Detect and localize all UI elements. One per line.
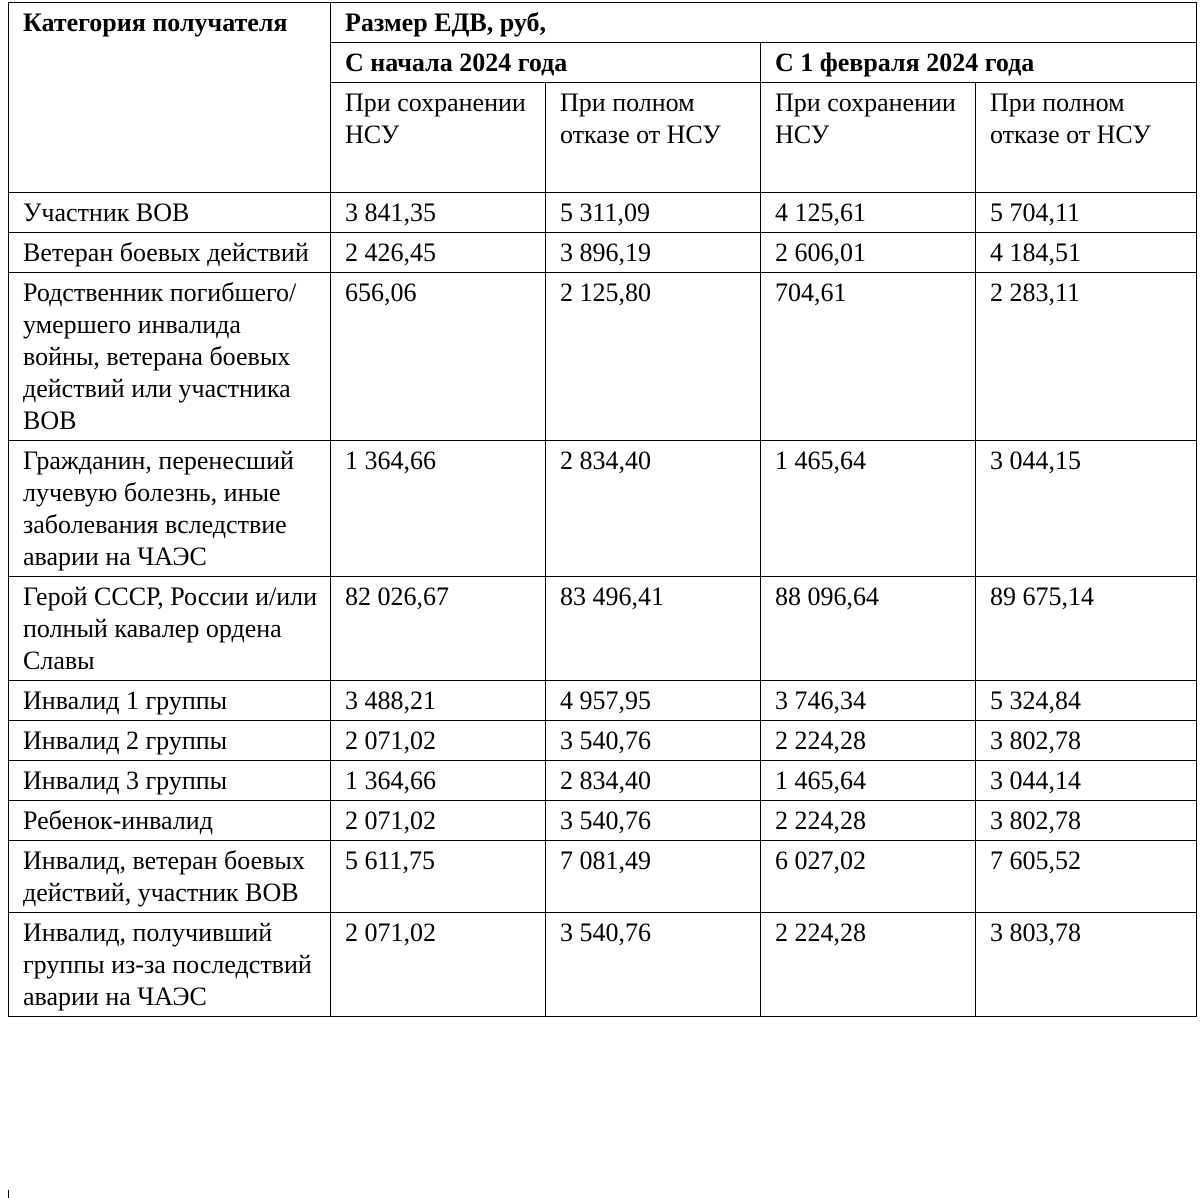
value-keep-feb: 2 224,28 <box>761 721 976 761</box>
row-category: Герой СССР, России и/или полный кавалер ордена Славы <box>9 577 331 681</box>
period-header-2: С 1 февраля 2024 года <box>761 43 1197 83</box>
value-keep-start: 5 611,75 <box>331 841 546 913</box>
value-refuse-start: 3 540,76 <box>546 913 761 1017</box>
page-edge-rule <box>8 1190 9 1198</box>
value-keep-start: 1 364,66 <box>331 761 546 801</box>
value-refuse-feb: 3 044,15 <box>976 441 1197 577</box>
value-refuse-start: 83 496,41 <box>546 577 761 681</box>
value-refuse-feb: 89 675,14 <box>976 577 1197 681</box>
category-header: Категория получателя <box>9 3 331 193</box>
value-keep-feb: 6 027,02 <box>761 841 976 913</box>
value-refuse-start: 3 896,19 <box>546 233 761 273</box>
value-keep-feb: 1 465,64 <box>761 761 976 801</box>
table-row <box>9 273 1197 441</box>
value-keep-feb: 3 746,34 <box>761 681 976 721</box>
value-refuse-start: 2 125,80 <box>546 273 761 441</box>
value-keep-feb: 1 465,64 <box>761 441 976 577</box>
table-row <box>9 193 1197 233</box>
table-row <box>9 577 1197 681</box>
table-row <box>9 721 1197 761</box>
value-refuse-feb: 5 704,11 <box>976 193 1197 233</box>
row-category: Инвалид, ветеран боевых действий, участник ВОВ <box>9 841 331 913</box>
value-keep-feb: 2 224,28 <box>761 913 976 1017</box>
value-refuse-feb: 4 184,51 <box>976 233 1197 273</box>
table-row <box>9 801 1197 841</box>
value-refuse-feb: 3 802,78 <box>976 721 1197 761</box>
value-refuse-start: 4 957,95 <box>546 681 761 721</box>
table-row <box>9 913 1197 1017</box>
value-refuse-feb: 3 803,78 <box>976 913 1197 1017</box>
table-row <box>9 681 1197 721</box>
value-refuse-start: 3 540,76 <box>546 721 761 761</box>
table-row <box>9 841 1197 913</box>
row-category: Инвалид 3 группы <box>9 761 331 801</box>
row-category: Инвалид 1 группы <box>9 681 331 721</box>
table-body <box>9 193 1197 1017</box>
edv-table <box>8 2 1197 1017</box>
header-row-1 <box>9 3 1197 43</box>
subheader-refuse-2: При полном отказе от НСУ <box>976 83 1197 193</box>
table-row <box>9 233 1197 273</box>
subheader-keep-1: При сохранении НСУ <box>331 83 546 193</box>
value-refuse-feb: 3 802,78 <box>976 801 1197 841</box>
value-refuse-start: 2 834,40 <box>546 761 761 801</box>
period-header-1: С начала 2024 года <box>331 43 761 83</box>
table-row <box>9 761 1197 801</box>
value-keep-start: 2 071,02 <box>331 913 546 1017</box>
value-keep-start: 2 071,02 <box>331 801 546 841</box>
value-keep-feb: 88 096,64 <box>761 577 976 681</box>
value-keep-start: 2 426,45 <box>331 233 546 273</box>
table-header <box>9 3 1197 193</box>
value-keep-start: 3 841,35 <box>331 193 546 233</box>
value-refuse-feb: 3 044,14 <box>976 761 1197 801</box>
value-refuse-start: 5 311,09 <box>546 193 761 233</box>
value-keep-start: 3 488,21 <box>331 681 546 721</box>
value-keep-feb: 2 606,01 <box>761 233 976 273</box>
row-category: Участник ВОВ <box>9 193 331 233</box>
table-row <box>9 441 1197 577</box>
value-refuse-feb: 2 283,11 <box>976 273 1197 441</box>
value-keep-start: 82 026,67 <box>331 577 546 681</box>
value-refuse-start: 3 540,76 <box>546 801 761 841</box>
row-category: Гражданин, перенесший лучевую болезнь, иные заболевания вследствие аварии на ЧАЭС <box>9 441 331 577</box>
row-category: Инвалид, получивший группы из-за последствий аварии на ЧАЭС <box>9 913 331 1017</box>
value-keep-start: 656,06 <box>331 273 546 441</box>
value-refuse-feb: 5 324,84 <box>976 681 1197 721</box>
value-keep-feb: 2 224,28 <box>761 801 976 841</box>
value-keep-feb: 4 125,61 <box>761 193 976 233</box>
row-category: Ребенок-инвалид <box>9 801 331 841</box>
row-category: Ветеран боевых действий <box>9 233 331 273</box>
value-refuse-start: 7 081,49 <box>546 841 761 913</box>
subheader-keep-2: При сохранении НСУ <box>761 83 976 193</box>
value-keep-start: 1 364,66 <box>331 441 546 577</box>
value-refuse-start: 2 834,40 <box>546 441 761 577</box>
value-keep-start: 2 071,02 <box>331 721 546 761</box>
value-refuse-feb: 7 605,52 <box>976 841 1197 913</box>
size-header: Размер ЕДВ, руб, <box>331 3 1197 43</box>
value-keep-feb: 704,61 <box>761 273 976 441</box>
row-category: Родственник погибшего/умершего инвалида войны, ветерана боевых действий или участника ВОВ <box>9 273 331 441</box>
subheader-refuse-1: При полном отказе от НСУ <box>546 83 761 193</box>
row-category: Инвалид 2 группы <box>9 721 331 761</box>
